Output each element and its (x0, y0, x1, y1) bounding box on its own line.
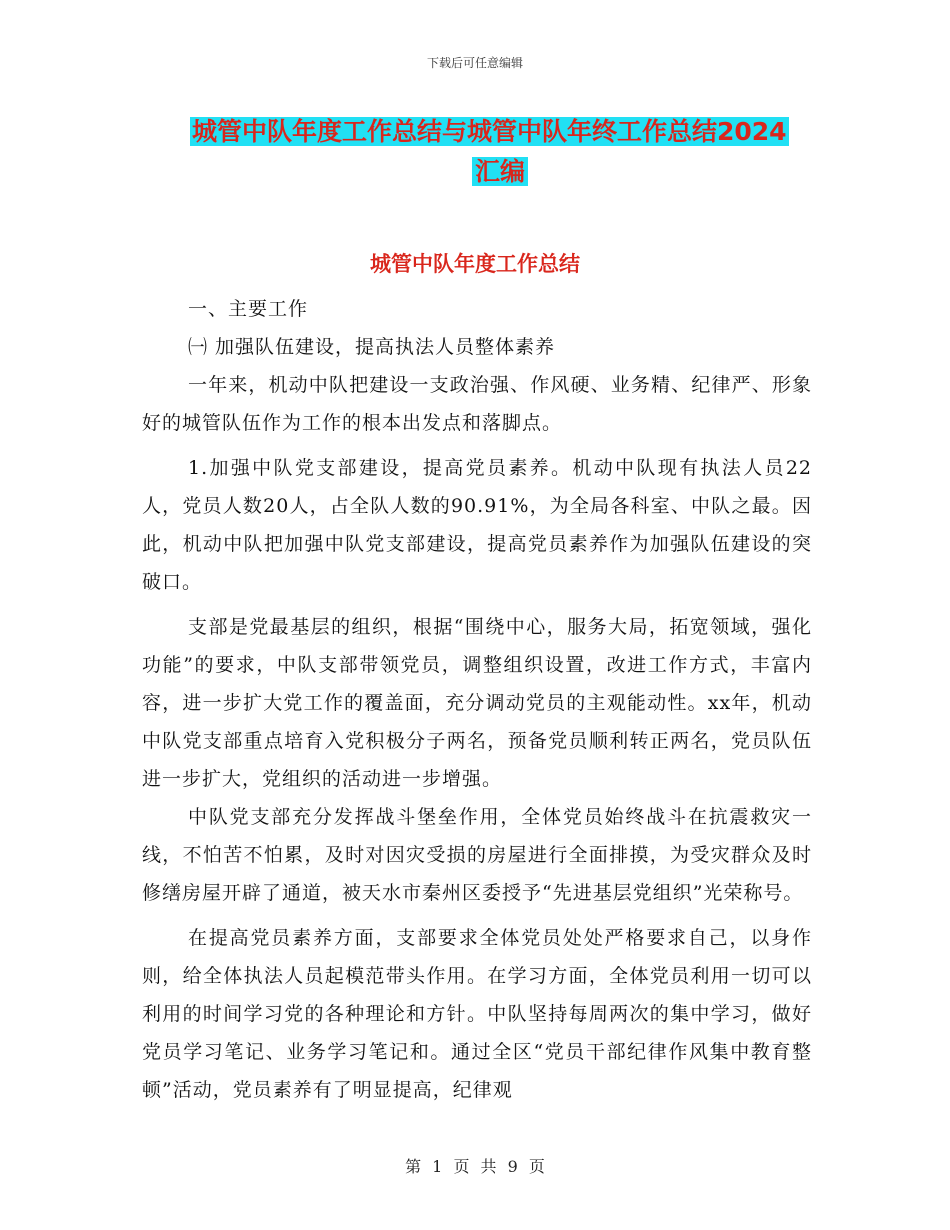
heading-main-work: 一、主要工作 (188, 298, 309, 320)
body-text (142, 290, 812, 1109)
paragraph: 中队党支部充分发挥战斗堡垒作用，全体党员始终战斗在抗震救灾一线，不怕苦不怕累，及时对因灾受损的房屋进行全面排摸，为受灾群众及时修缮房屋开辟了通道，被天水市秦州区委授予“先进基层党组织”光荣称号。 (142, 806, 812, 904)
paragraph: 1.加强中队党支部建设，提高党员素养。机动中队现有执法人员22人，党员人数20人，占全队人数的90.91%，为全局各科室、中队之最。因此，机动中队把加强中队党支部建设，提高党员素养作为加强队伍建设的突破口。 (142, 457, 812, 593)
heading-team-building: ㈠ 加强队伍建设，提高执法人员整体素养 (188, 336, 556, 358)
paragraph: 一年来，机动中队把建设一支政治强、作风硬、业务精、纪律严、形象好的城管队伍作为工作的根本出发点和落脚点。 (142, 374, 812, 434)
title-line-2: 汇编 (472, 157, 528, 186)
header-note: 下载后可任意编辑 (426, 56, 523, 70)
section-title: 城管中队年度工作总结 (370, 252, 580, 276)
page-footer: 第 1 页 共 9 页 (405, 1157, 545, 1176)
document-title (190, 112, 810, 192)
paragraph: 在提高党员素养方面，支部要求全体党员处处严格要求自己，以身作则，给全体执法人员起模范带头作用。在学习方面，全体党员利用一切可以利用的时间学习党的各种理论和方针。中队坚持每周两次的集中学习，做好党员学习笔记、业务学习笔记和。通过全区“党员干部纪律作风集中教育整顿”活动，党员素养有了明显提高，纪律观 (142, 927, 812, 1101)
title-line-1: 城管中队年度工作总结与城管中队年终工作总结2024 (192, 117, 787, 146)
paragraph: 支部是党最基层的组织，根据“围绕中心，服务大局，拓宽领域，强化功能”的要求，中队支部带领党员，调整组织设置，改进工作方式，丰富内容，进一步扩大党工作的覆盖面，充分调动党员的主观能动性。xx年，机动中队党支部重点培育入党积极分子两名，预备党员顺利转正两名，党员队伍进一步扩大，党组织的活动进一步增强。 (142, 616, 812, 790)
